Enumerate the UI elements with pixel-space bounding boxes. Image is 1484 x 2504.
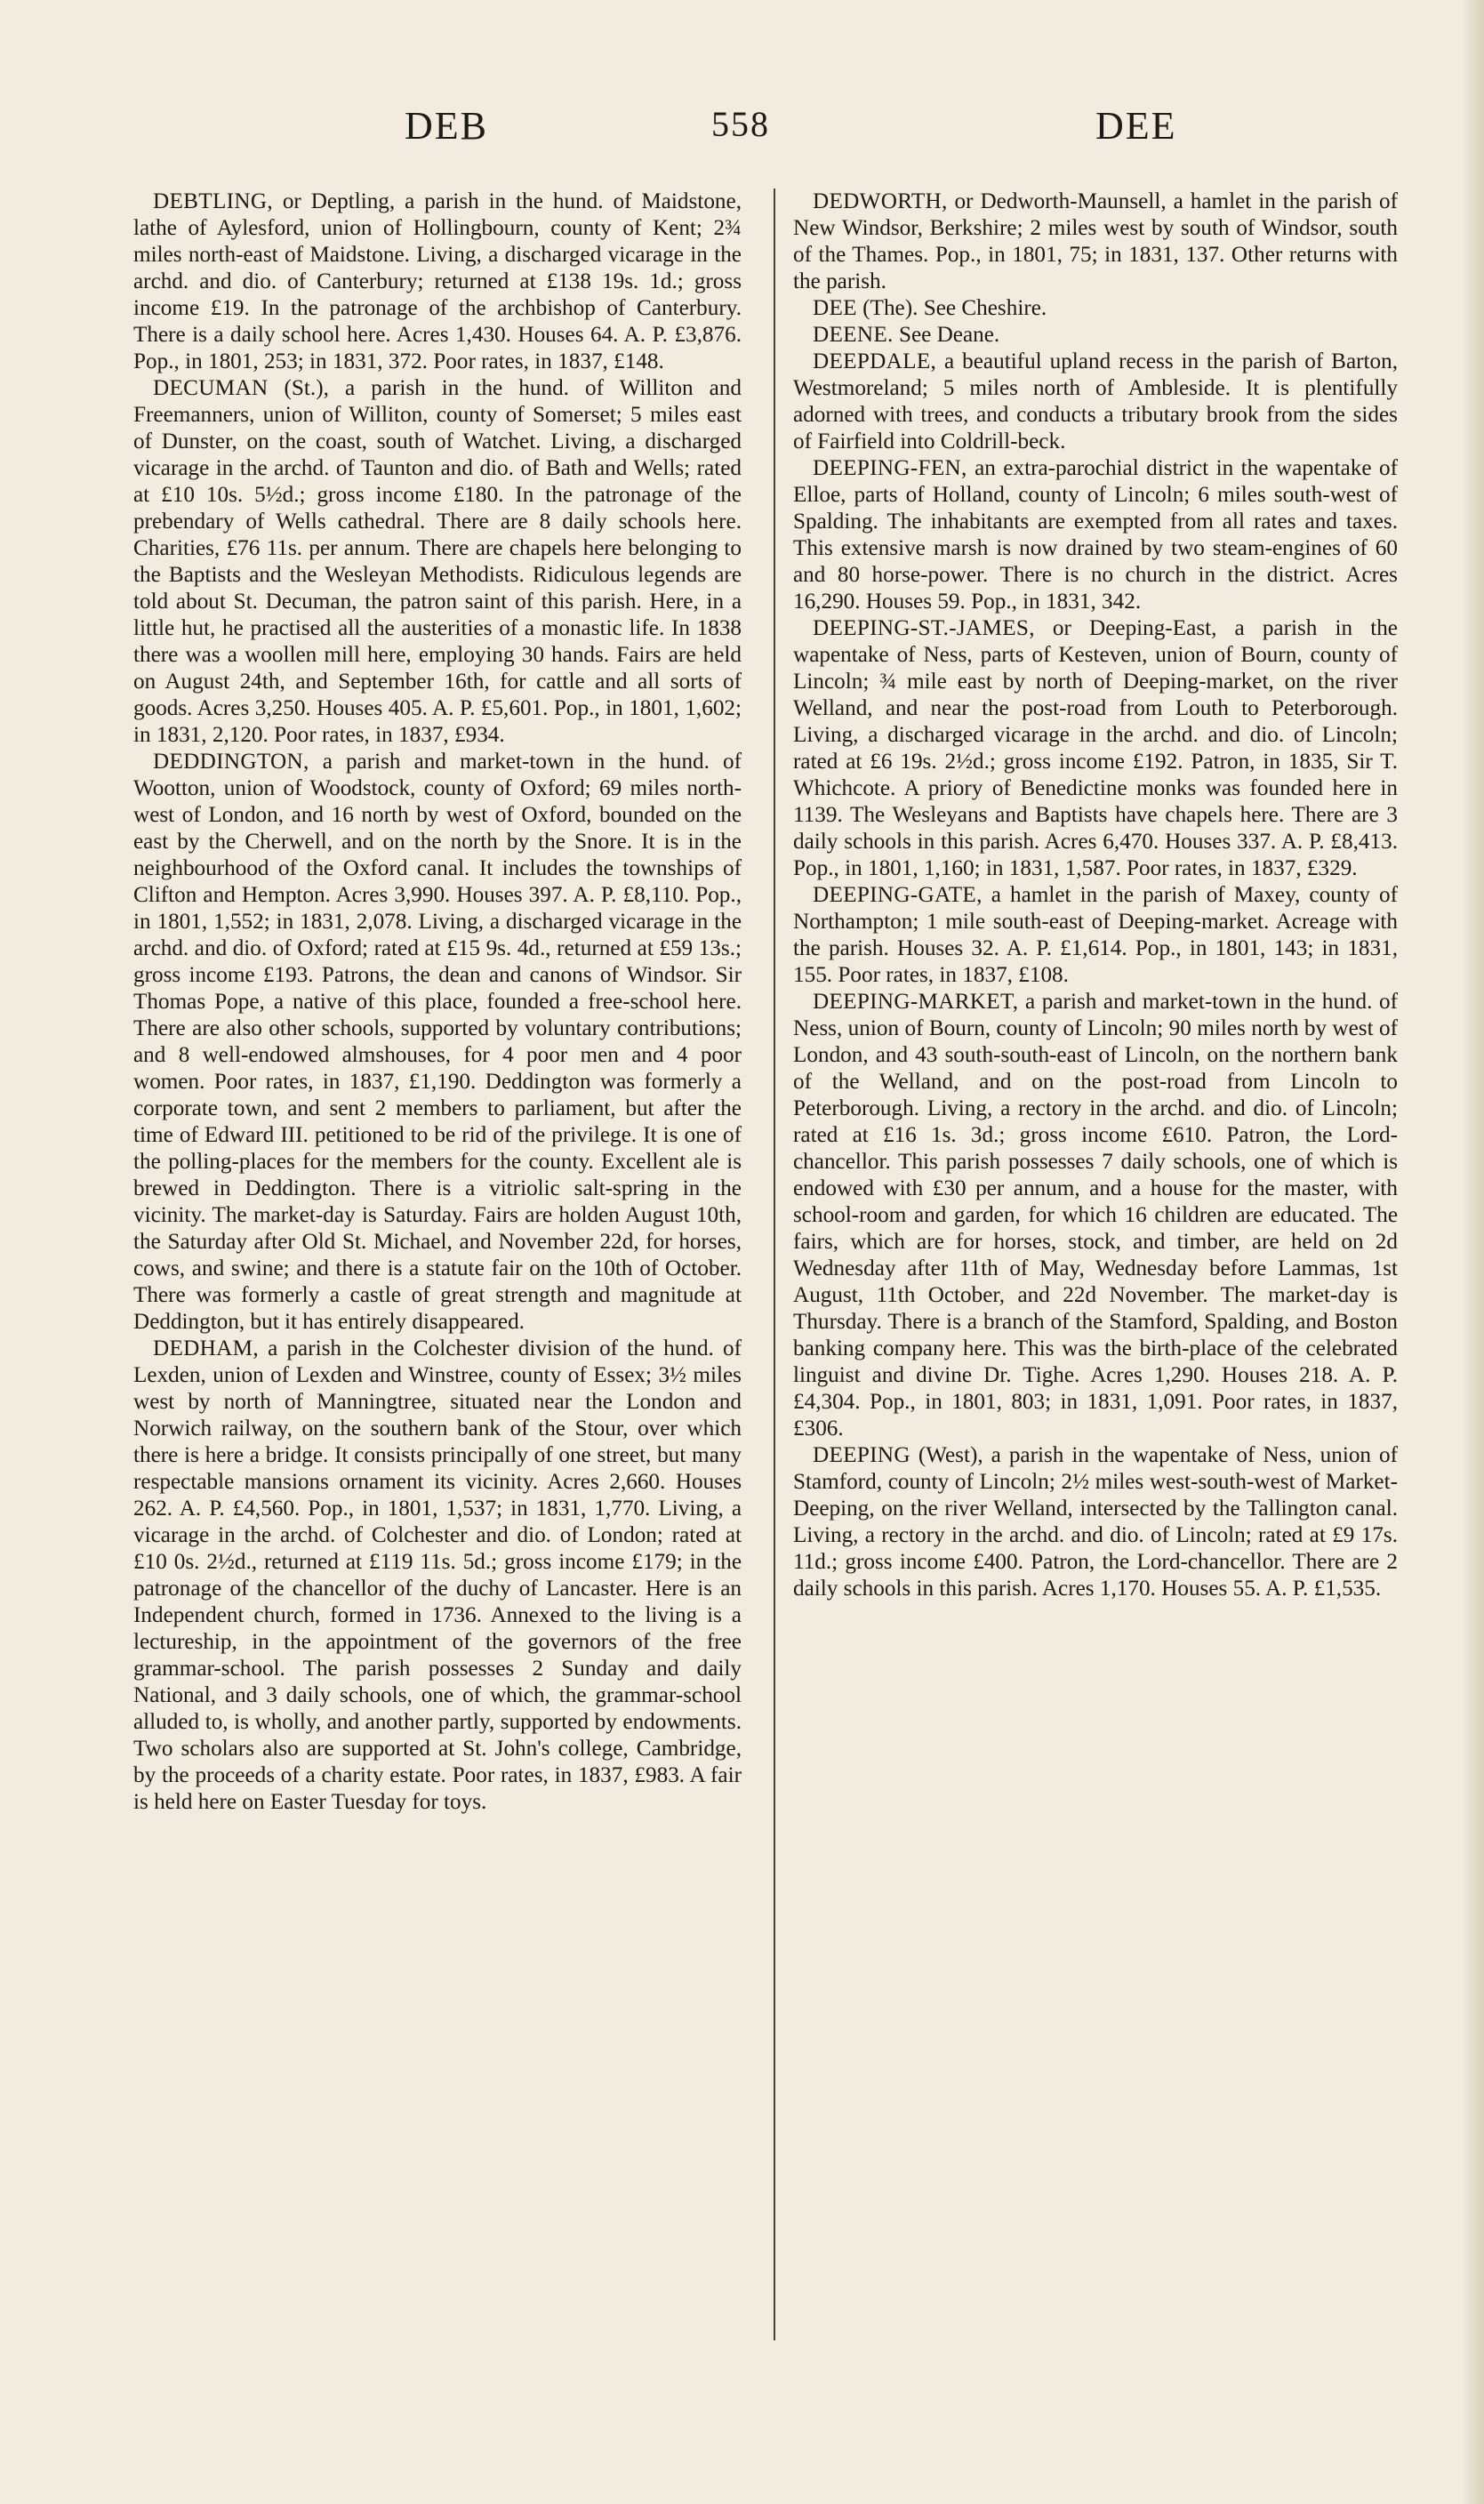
header-left-guide-word: DEB [405,104,488,148]
headword: DEEPING-MARKET, [813,990,1019,1014]
headword: DEEPING [813,1443,910,1467]
headword: DEBTLING, [153,189,273,213]
entry-text: or Dedworth-Maunsell, a hamlet in the parish of New Windsor, Berkshire; 2 miles west by south of Windsor, south of the Thames. Pop., in 1801, 75; in 1831, 137. Other returns with the parish. [793,189,1398,293]
headword: DEDWORTH, [813,189,948,213]
right-column [793,189,1398,1602]
entry-deeping-st-james [793,615,1398,882]
entry-dedworth [793,189,1398,295]
entry-text: an extra-parochial district in the wapentake of Elloe, parts of Holland, county of Lincoln; 6 miles south-west of Spalding. The inhabitants are exempted from all rates and taxes. This extensive marsh is now drained by two steam-engines of 60 and 80 horse-power. There is no church in the district. Acres 16,290. Houses 59. Pop., in 1831, 342. [793,456,1398,614]
headword: DEEPDALE, [813,349,937,373]
entry-text: a parish and market-town in the hund. of Wootton, union of Woodstock, county of Oxford; 69 miles north-west of London, and 16 north by west of Oxford, bounded on the east by the Cherwell, and on the north by the Snore. It is in the neighbourhood of the Oxford canal. It includes the townships of Clifton and Hempton. Acres 3,990. Houses 397. A. P. £8,110. Pop., in 1801, 1,552; in 1831, 2,078. Living, a discharged vicarage in the archd. and dio. of Oxford; rated at £15 9s. 4d., returned at £59 13s.; gross income £193. Patrons, the dean and canons of Windsor. Sir Thomas Pope, a native of this place, founded a free-school here. There are also other schools, supported by voluntary contributions; and 8 well-endowed almshouses, for 4 poor men and 4 poor women. Poor rates, in 1837, £1,190. Deddington was formerly a corporate town, and sent 2 members to parliament, but after the time of Edward III. petitioned to be rid of the privilege. It is one of the polling-places for the members for the county. Excellent ale is brewed in Deddington. There is a vitriolic salt-spring in the vicinity. The market-day is Saturday. Fairs are holden August 10th, the Saturday after Old St. Michael, and November 22d, for horses, cows, and swine; and there is a statute fair on the 10th of October. There was formerly a castle of great strength and magnitude at Deddington, but it has entirely disappeared. [133,750,742,1334]
headword: DEE [813,296,857,320]
entry-text: (The). See Cheshire. [856,296,1047,320]
entry-deeping-market [793,989,1398,1442]
entry-text: or Deeping-East, a parish in the wapentake of Ness, parts of Kesteven, union of Bourn, county of Lincoln; ¾ mile east by north of Deeping-market, on the river Welland, and near the post-road from Louth to Peterborough. Living, a discharged vicarage in the archd. and dio. of Lincoln; rated at £6 19s. 2½d.; gross income £192. Patron, in 1835, Sir T. Whichcote. A priory of Benedictine monks was founded here in 1139. The Wesleyans and Baptists have chapels here. There are 3 daily schools in this parish. Acres 6,470. Houses 337. A. P. £8,413. Pop., in 1801, 1,160; in 1831, 1,587. Poor rates, in 1837, £329. [793,616,1398,880]
entry-dedham [133,1336,742,1816]
entry-deepdale [793,349,1398,455]
entry-text: (West), a parish in the wapentake of Ness, union of Stamford, county of Lincoln; 2½ miles west-south-west of Market-Deeping, on the river Welland, intersected by the Tallington canal. Living, a rectory in the archd. and dio. of Lincoln; rated at £9 17s. 11d.; gross income £400. Patron, the Lord-chancellor. There are 2 daily schools in this parish. Acres 1,170. Houses 55. A. P. £1,535. [793,1443,1398,1601]
entry-deene [793,322,1398,349]
page-number: 558 [711,104,770,144]
headword: DEEPING-ST.-JAMES, [813,616,1035,640]
entry-text: a parish and market-town in the hund. of Ness, union of Bourn, county of Lincoln; 90 miles north by west of London, and 43 south-south-east of Lincoln, on the northern bank of the Welland, and on the post-road from Lincoln to Peterborough. Living, a rectory in the archd. and dio. of Lincoln; rated at £16 1s. 3d.; gross income £610. Patron, the Lord-chancellor. This parish possesses 7 daily schools, one of which is endowed with £30 per annum, and a house for the master, with school-room and garden, for which 16 children are educated. The fairs, which are for horses, stock, and timber, are held on 2d Wednesday after 11th of May, Wednesday before Lammas, 1st August, 11th October, and 22d November. The market-day is Thursday. There is a branch of the Stamford, Spalding, and Boston banking company here. This was the birth-place of the celebrated linguist and divine Dr. Tighe. Acres 1,290. Houses 218. A. P. £4,304. Pop., in 1801, 803; in 1831, 1,091. Poor rates, in 1837, £306. [793,990,1398,1441]
left-column [133,189,742,1816]
headword: DEEPING-GATE, [813,883,983,907]
entry-deeping-gate [793,882,1398,989]
headword: DEDHAM, [153,1336,259,1360]
entry-deeping-fen [793,455,1398,615]
page-edge-shadow [1463,0,1484,2504]
entry-decuman [133,375,742,749]
entry-deeping-west [793,1442,1398,1602]
entry-text: (St.), a parish in the hund. of Williton and Freemanners, union of Williton, county of Somerset; 5 miles east of Dunster, on the coast, south of Watchet. Living, a discharged vicarage in the archd. of Taunton and dio. of Bath and Wells; rated at £10 10s. 5½d.; gross income £180. In the patronage of the prebendary of Wells cathedral. There are 8 daily schools here. Charities, £76 11s. per annum. There are chapels here belonging to the Baptists and the Wesleyan Methodists. Ridiculous legends are told about St. Decuman, the patron saint of this parish. Here, in a little hut, he practised all the austerities of a monastic life. In 1838 there was a woollen mill here, employing 30 hands. Fairs are held on August 24th, and September 16th, for cattle and all sorts of goods. Acres 3,250. Houses 405. A. P. £5,601. Pop., in 1801, 1,602; in 1831, 2,120. Poor rates, in 1837, £934. [133,376,742,747]
headword: DEENE. [813,323,894,347]
entry-text: a hamlet in the parish of Maxey, county of Northampton; 1 mile south-east of Deeping-market. Acreage with the parish. Houses 32. A. P. £1,614. Pop., in 1801, 143; in 1831, 155. Poor rates, in 1837, £108. [793,883,1398,987]
entry-dee [793,295,1398,322]
headword: DEEPING-FEN, [813,456,967,480]
running-header [0,103,1484,156]
entry-text: a parish in the Colchester division of the hund. of Lexden, union of Lexden and Winstree, county of Essex; 3½ miles west by north of Manningtree, situated near the London and Norwich railway, on the southern bank of the Stour, over which there is here a bridge. It consists principally of one street, but many respectable mansions ornament its vicinity. Acres 2,660. Houses 262. A. P. £4,560. Pop., in 1801, 1,537; in 1831, 1,770. Living, a vicarage in the archd. of Colchester and dio. of London; rated at £10 0s. 2½d., returned at £119 11s. 5d.; gross income £179; in the patronage of the chancellor of the duchy of Lancaster. Here is an Independent church, formed in 1736. Annexed to the living is a lectureship, in the appointment of the governors of the free grammar-school. The parish possesses 2 Sunday and daily National, and 3 daily schools, one of which, the grammar-school alluded to, is wholly, and another partly, supported by endowments. Two scholars also are supported at St. John's college, Cambridge, by the proceeds of a charity estate. Poor rates, in 1837, £983. A fair is held here on Easter Tuesday for toys. [133,1336,742,1814]
entry-debtling [133,189,742,375]
headword: DECUMAN [153,376,269,400]
entry-text: a beautiful upland recess in the parish of Barton, Westmoreland; 5 miles north of Ambleside. It is plentifully adorned with trees, and conducts a tributary brook from the sides of Fairfield into Coldrill-beck. [793,349,1398,453]
entry-text: See Deane. [893,323,1000,347]
header-right-guide-word: DEE [1095,104,1177,148]
entry-text: or Deptling, a parish in the hund. of Maidstone, lathe of Aylesford, union of Hollingbourn, county of Kent; 2¾ miles north-east of Maidstone. Living, a discharged vicarage in the archd. and dio. of Canterbury; returned at £138 19s. 1d.; gross income £19. In the patronage of the archbishop of Canterbury. There is a daily school here. Acres 1,430. Houses 64. A. P. £3,876. Pop., in 1801, 253; in 1831, 372. Poor rates, in 1837, £148. [133,189,742,373]
entry-deddington [133,749,742,1336]
text-columns [133,189,1398,2465]
headword: DEDDINGTON, [153,750,309,774]
